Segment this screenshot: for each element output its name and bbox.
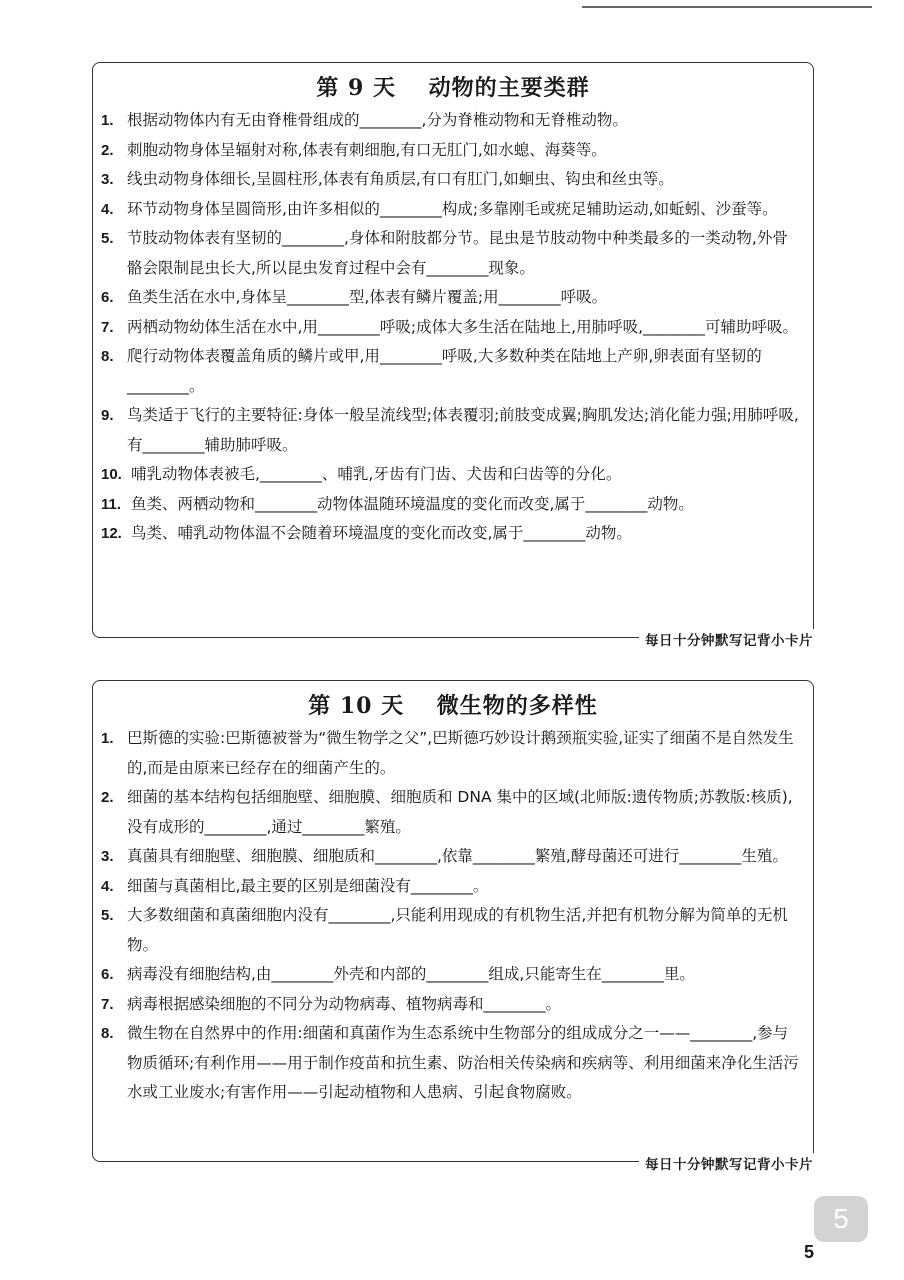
item-number: 10. <box>101 466 122 483</box>
list-item <box>101 872 801 902</box>
item-text: 爬行动物体表覆盖角质的鳞片或甲,用________呼吸,大多数种类在陆地上产卵,卵表面有坚韧的________。 <box>127 347 762 395</box>
list-item <box>101 313 801 343</box>
card-title <box>93 689 813 720</box>
item-list <box>93 724 813 1108</box>
page-number: 5 <box>804 1242 815 1262</box>
day10-card <box>92 680 814 1173</box>
item-number: 8. <box>101 348 114 365</box>
item-number: 5. <box>101 907 114 924</box>
list-item <box>101 195 801 225</box>
item-text: 两栖动物幼体生活在水中,用________呼吸;成体大多生活在陆地上,用肺呼吸,________可辅助呼吸。 <box>127 317 799 336</box>
item-list <box>93 106 813 549</box>
list-item <box>101 490 801 520</box>
item-text: 刺胞动物身体呈辐射对称,体表有刺细胞,有口无肛门,如水螅、海葵等。 <box>127 140 607 159</box>
top-rule <box>582 6 872 8</box>
list-item <box>101 901 801 960</box>
item-text: 鱼类、两栖动物和________动物体温随环境温度的变化而改变,属于________动物。 <box>131 494 694 513</box>
list-item <box>101 990 801 1020</box>
list-item <box>101 224 801 283</box>
item-text: 细菌与真菌相比,最主要的区别是细菌没有________。 <box>127 876 489 895</box>
item-text: 真菌具有细胞壁、细胞膜、细胞质和________,依靠________繁殖,酵母菌还可进行________生殖。 <box>127 847 788 865</box>
item-text: 鸟类适于飞行的主要特征:身体一般呈流线型;体表覆羽;前肢变成翼;胸肌发达;消化能力强;用肺呼吸,有________辅助肺呼吸。 <box>127 406 799 454</box>
list-item <box>101 136 801 166</box>
item-text: 病毒没有细胞结构,由________外壳和内部的________组成,只能寄生在________里。 <box>127 965 695 983</box>
list-item <box>101 519 801 549</box>
day9-card <box>92 62 814 649</box>
item-text: 病毒根据感染细胞的不同分为动物病毒、植物病毒和________。 <box>127 994 562 1013</box>
item-number: 12. <box>101 525 122 542</box>
card-title <box>93 71 813 102</box>
item-number: 4. <box>101 200 114 218</box>
list-item <box>101 165 801 195</box>
item-text: 鸟类、哺乳动物体温不会随着环境温度的变化而改变,属于________动物。 <box>131 524 632 542</box>
card-footer: 每日十分钟默写记背小卡片 <box>639 629 815 649</box>
item-text: 根据动物体内有无由脊椎骨组成的________,分为脊椎动物和无脊椎动物。 <box>127 111 628 129</box>
item-number: 7. <box>101 995 114 1013</box>
topic-label: 微生物的多样性 <box>436 693 598 719</box>
topic-label: 动物的主要类群 <box>428 75 590 101</box>
list-item <box>101 783 801 842</box>
item-text: 节肢动物体表有坚韧的________,身体和附肢都分节。昆虫是节肢动物中种类最多的一类动物,外骨骼会限制昆虫长大,所以昆虫发育过程中会有________现象。 <box>127 229 788 277</box>
item-text: 环节动物身体呈圆筒形,由许多相似的________构成;多靠刚毛或疣足辅助运动,如蚯蚓、沙蚕等。 <box>127 199 778 218</box>
item-number: 6. <box>101 966 114 983</box>
item-text: 巴斯德的实验:巴斯德被誉为“微生物学之父”,巴斯德巧妙设计鹅颈瓶实验,证实了细菌不是自然发生的,而是由原来已经存在的细菌产生的。 <box>127 729 794 777</box>
card-footer: 每日十分钟默写记背小卡片 <box>639 1153 815 1173</box>
list-item <box>101 283 801 313</box>
item-number: 3. <box>101 171 114 188</box>
item-number: 11. <box>101 495 122 513</box>
item-number: 2. <box>101 141 114 159</box>
list-item <box>101 1019 801 1108</box>
list-item <box>101 724 801 783</box>
list-item <box>101 960 801 990</box>
list-item <box>101 342 801 401</box>
item-number: 7. <box>101 318 114 336</box>
day-label: 第 10 天 <box>308 693 405 719</box>
item-number: 1. <box>101 730 114 747</box>
item-number: 1. <box>101 112 114 129</box>
list-item <box>101 460 801 490</box>
item-text: 线虫动物身体细长,呈圆柱形,体表有角质层,有口有肛门,如蛔虫、钩虫和丝虫等。 <box>127 170 674 188</box>
item-text: 大多数细菌和真菌细胞内没有________,只能利用现成的有机物生活,并把有机物分解为简单的无机物。 <box>127 906 788 954</box>
item-number: 5. <box>101 230 114 247</box>
item-number: 8. <box>101 1025 114 1042</box>
item-text: 哺乳动物体表被毛,________、哺乳,牙齿有门齿、犬齿和臼齿等的分化。 <box>131 465 622 483</box>
item-number: 3. <box>101 848 114 865</box>
page-badge: 5 <box>814 1196 868 1242</box>
item-number: 9. <box>101 407 114 424</box>
item-number: 2. <box>101 789 114 806</box>
item-number: 4. <box>101 877 114 895</box>
day-label: 第 9 天 <box>316 75 396 101</box>
item-text: 微生物在自然界中的作用:细菌和真菌作为生态系统中生物部分的组成成分之一——________,参与物质循环;有利作用——用于制作疫苗和抗生素、防治相关传染病和疾病等、利用细菌来净化生活污水或工业废水;有害作用——引起动植物和人患病、引起食物腐败。 <box>127 1024 799 1101</box>
item-number: 6. <box>101 289 114 306</box>
list-item <box>101 401 801 460</box>
list-item <box>101 106 801 136</box>
item-text: 细菌的基本结构包括细胞壁、细胞膜、细胞质和 DNA 集中的区域(北师版:遗传物质;苏教版:核质),没有成形的________,通过________繁殖。 <box>127 788 793 836</box>
list-item <box>101 842 801 872</box>
item-text: 鱼类生活在水中,身体呈________型,体表有鳞片覆盖;用________呼吸。 <box>127 288 608 306</box>
